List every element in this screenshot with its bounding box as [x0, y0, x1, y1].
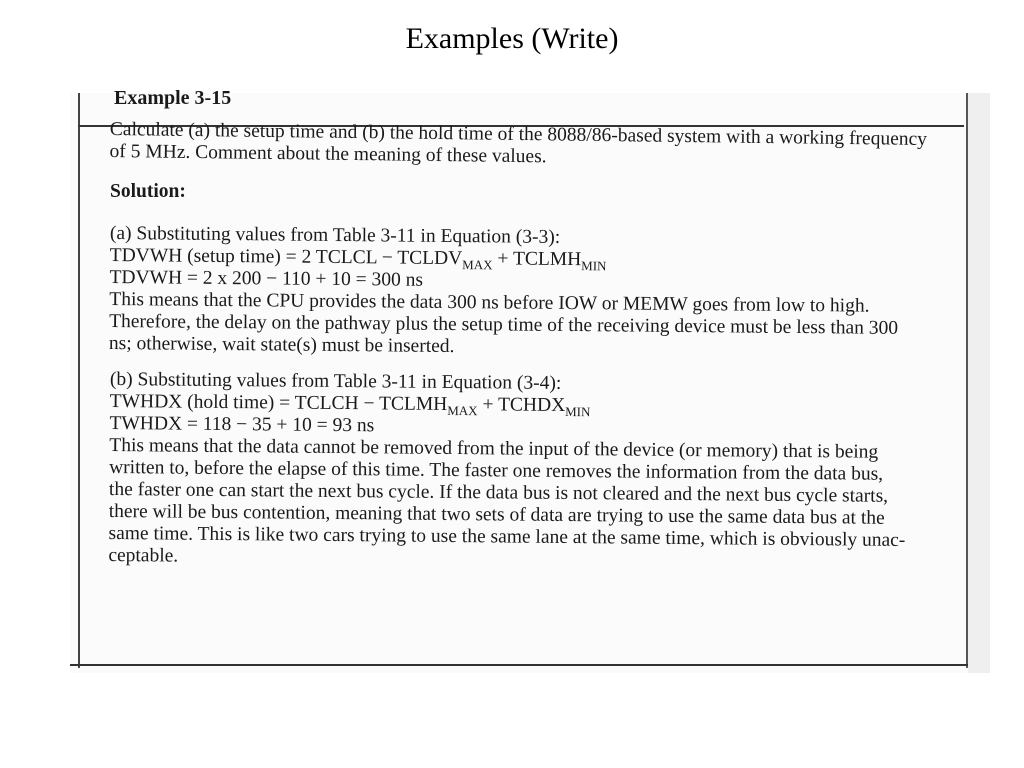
part-b-line-1: This means that the data cannot be removed from the input of the device (or memory) that is being	[109, 434, 879, 463]
example-body	[110, 119, 970, 567]
part-a-line-2: Therefore, the delay on the pathway plus the setup time of the receiving device must be less than 300	[109, 310, 899, 339]
part-a-equation-2: TDVWH = 2 x 200 − 110 + 10 = 300 ns	[109, 266, 424, 291]
part-a-line-3: ns; otherwise, wait state(s) must be inserted.	[108, 332, 455, 358]
scanned-textbook-page	[70, 87, 990, 673]
part-b-line-2: written to, before the elapse of this time. The faster one removes the information from the data bus,	[109, 456, 884, 485]
part-b-equation-2: TWHDX = 118 − 35 + 10 = 93 ns	[109, 412, 375, 437]
slide-title: Examples (Write)	[405, 22, 619, 55]
part-b	[108, 369, 970, 574]
part-a-line-1: This means that the CPU provides the data 300 ns before IOW or MEMW goes from low to high.	[109, 288, 870, 317]
part-b-line-6: ceptable.	[108, 544, 179, 567]
part-b-line-3: the faster one can start the next bus cycle. If the data bus is not cleared and the next bus cycle starts,	[108, 478, 889, 507]
example-heading: Example 3-15	[114, 87, 232, 109]
part-a-intro: (a) Substituting values from Table 3-11 in Equation (3-3):	[109, 223, 561, 248]
page-edge	[968, 93, 990, 673]
question-text: Calculate (a) the setup time and (b) the hold time of the 8088/86-based system with a working frequency of 5 MHz. Comment about the meaning of these values.	[109, 119, 928, 168]
part-b-equation-1: TWHDX (hold time) = TCLCH − $TCLMH_{MAX}$ + $TCHDX_{MIN}$	[109, 390, 591, 420]
part-b-line-4: there will be bus contention, meaning that two sets of data are trying to use the same data bus at the	[108, 500, 885, 529]
part-b-line-5: same time. This is like two cars trying to use the same lane at the same time, which is obviously unac-	[108, 522, 906, 551]
box-bottom-border	[70, 664, 968, 666]
solution-title: Solution:	[110, 181, 186, 202]
part-b-intro: (b) Substituting values from Table 3-11 in Equation (3-4):	[109, 369, 562, 394]
part-a-equation-1: TDVWH (setup time) = 2 TCLCL − $TCLDV_{MAX}$ + $TCLMH_{MIN}$	[109, 244, 607, 274]
box-left-border	[78, 93, 80, 668]
part-a	[109, 223, 970, 362]
